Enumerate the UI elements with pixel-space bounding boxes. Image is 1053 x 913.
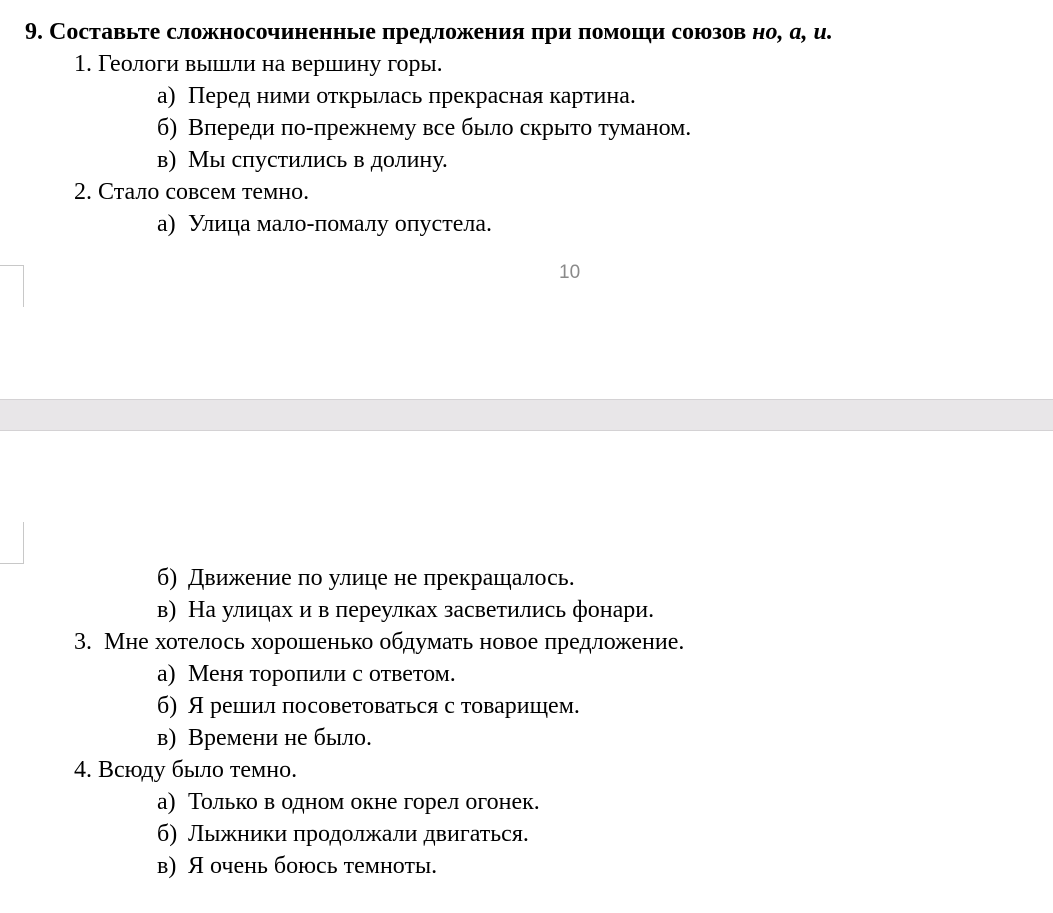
option-text: Впереди по-прежнему все было скрыто туманом. — [188, 115, 692, 141]
option-marker: в) — [157, 147, 177, 173]
option-marker: б) — [157, 693, 178, 719]
item-text: Всюду было темно. — [98, 757, 298, 783]
task-conjunctions: но, а, и. — [752, 19, 833, 45]
item-2 — [74, 178, 309, 206]
item-text: Стало совсем темно. — [98, 179, 310, 205]
option-text: Улица мало-помалу опустела. — [188, 211, 492, 237]
page-corner-mark — [0, 265, 24, 307]
option-text: Времени не было. — [188, 725, 372, 751]
item-text: Мне хотелось хорошенько обдумать новое предложение. — [98, 629, 685, 655]
item-3-option-a — [157, 660, 456, 688]
option-marker: а) — [157, 661, 176, 687]
task-heading — [25, 18, 833, 46]
item-3-option-c — [157, 724, 372, 752]
page-break-gap — [0, 399, 1053, 431]
option-marker: в) — [157, 725, 177, 751]
option-marker: а) — [157, 789, 176, 815]
option-text: Перед ними открылась прекрасная картина. — [188, 83, 636, 109]
item-4-option-a — [157, 788, 540, 816]
option-text: Лыжники продолжали двигаться. — [188, 821, 529, 847]
page-corner-mark — [0, 522, 24, 564]
item-3-option-b — [157, 692, 580, 720]
item-1-option-b — [157, 114, 691, 142]
option-marker: а) — [157, 211, 176, 237]
document-page-top — [0, 0, 1053, 399]
option-text: Я решил посоветоваться с товарищем. — [188, 693, 580, 719]
item-number: 2. — [74, 179, 92, 205]
page-number: 10 — [559, 262, 581, 283]
option-text: Только в одном окне горел огонек. — [188, 789, 540, 815]
item-4-option-b — [157, 820, 529, 848]
option-marker: в) — [157, 853, 177, 879]
option-marker: б) — [157, 821, 178, 847]
item-number: 4. — [74, 757, 92, 783]
item-1-option-c — [157, 146, 448, 174]
option-marker: б) — [157, 565, 178, 591]
item-2-option-c — [157, 596, 654, 624]
option-text: Меня торопили с ответом. — [188, 661, 456, 687]
option-marker: б) — [157, 115, 178, 141]
option-text: Движение по улице не прекращалось. — [188, 565, 575, 591]
item-2-option-b — [157, 564, 575, 592]
item-1-option-a — [157, 82, 636, 110]
option-text: Мы спустились в долину. — [188, 147, 448, 173]
option-marker: в) — [157, 597, 177, 623]
option-marker: а) — [157, 83, 176, 109]
item-2-option-a — [157, 210, 492, 238]
item-number: 1. — [74, 51, 92, 77]
item-number: 3. — [74, 629, 92, 655]
item-text: Геологи вышли на вершину горы. — [98, 51, 443, 77]
item-3 — [74, 628, 684, 656]
option-text: Я очень боюсь темноты. — [188, 853, 438, 879]
item-4 — [74, 756, 297, 784]
option-text: На улицах и в переулках засветились фонари. — [188, 597, 655, 623]
item-1 — [74, 50, 443, 78]
task-heading-text: 9. Составьте сложносочиненные предложения при помощи союзов — [25, 19, 753, 45]
item-4-option-c — [157, 852, 437, 880]
